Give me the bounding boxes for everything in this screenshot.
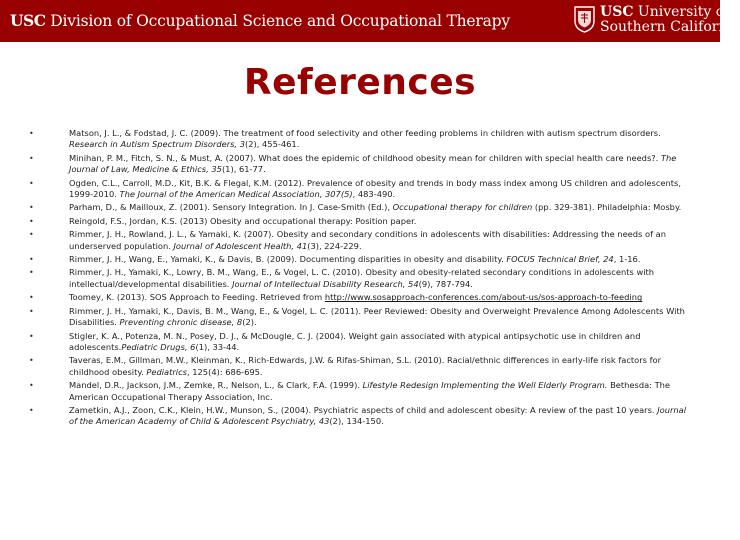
reference-source: Preventing chronic disease, 8: [119, 317, 243, 328]
reference-source: Journal of Intellectual Disability Research, 54: [232, 278, 419, 289]
reference-text: Zametkin, A.J., Zoon, C.K., Klein, H.W., Munson, S., (2004). Psychiatric aspects of child and adolescent obesity: A review of the past 10 years.: [69, 404, 658, 415]
reference-item: [29, 128, 693, 151]
reference-details: , 1-16.: [613, 254, 641, 265]
bullet-icon: •: [29, 293, 34, 303]
reference-details: (1), 33-44.: [195, 341, 240, 352]
reference-source: Journal of Adolescent Health, 41: [173, 240, 308, 251]
usc-seal-icon: [574, 6, 595, 33]
university-line-1: [600, 5, 740, 20]
reference-text: Taveras, E.M., Gillman, M.W., Kleinman, K., Rich-Edwards, J.W. & Rifas-Shiman, S.L. (2010). Racial/ethnic differences in early-life risk factors for childhood obesity.: [69, 355, 662, 377]
bullet-icon: •: [29, 178, 34, 188]
department-title: Division of Occupational Science and Occupational Therapy: [45, 12, 510, 30]
university-line-2: Southern California: [600, 19, 740, 35]
reference-details: (1), 61-77.: [221, 164, 266, 175]
bullet-icon: •: [29, 203, 34, 213]
university-usc-logo: USC: [600, 4, 634, 20]
reference-details: Bethesda: The American Occupational Therapy Association, Inc.: [69, 380, 671, 402]
reference-source: The Journal of Law, Medicine & Ethics, 35: [69, 152, 677, 175]
reference-text: Toomey, K. (2013). SOS Approach to Feeding. Retrieved from: [69, 292, 325, 303]
department-name: [10, 11, 510, 30]
reference-details: (3), 224-229.: [307, 240, 362, 251]
reference-source: Pediatric Drugs, 6: [121, 341, 196, 352]
reference-text: Rimmer, J. H., Wang, E., Yamaki, K., & Davis, B. (2009). Documenting disparities in obesity and disability.: [69, 254, 507, 265]
bullet-icon: •: [29, 255, 34, 265]
reference-item: [29, 306, 693, 329]
reference-source: Occupational therapy for children: [392, 202, 533, 213]
reference-details: , 125(4): 686-695.: [186, 366, 263, 377]
reference-item: [29, 331, 693, 354]
reference-text: Rimmer, J. H., Rowland, J. L., & Yamaki, K. (2007). Obesity and secondary conditions in adolescents with disabilities: Addressing the needs of an underserved population.: [69, 229, 666, 251]
reference-list: [29, 128, 693, 430]
reference-text: Rimmer, J. H., Yamaki, K., Lowry, B. M., Wang, E., & Vogel, L. C. (2010). Obesity and obesity-related secondary conditions in adolescents with intellectual/developmental disabilities.: [69, 267, 655, 289]
reference-text: Ogden, C.L., Carroll, M.D., Kit, B.K. & Flegal, K.M. (2012). Prevalence of obesity and trends in body mass index among US children and adolescents, 1999-2010.: [69, 177, 681, 200]
reference-details: (2), 134-150.: [329, 416, 384, 427]
reference-item: [29, 254, 693, 265]
reference-text: Minihan, P. M., Fitch, S. N., & Must, A. (2007). What does the epidemic of childhood obesity mean for children with special health care needs?.: [69, 152, 661, 163]
bullet-icon: •: [29, 153, 34, 163]
reference-item: [29, 229, 693, 252]
header-banner: [0, 0, 740, 42]
reference-item: [29, 202, 693, 213]
bullet-icon: •: [29, 356, 34, 366]
reference-item: [29, 292, 693, 303]
reference-source: FOCUS Technical Brief, 24: [506, 254, 614, 265]
reference-details: (pp. 329-381). Philadelphia: Mosby.: [532, 202, 682, 213]
reference-item: [29, 178, 693, 201]
reference-item: [29, 153, 693, 176]
reference-text: Mandel, D.R., Jackson, J.M., Zemke, R., Nelson, L., & Clark, F.A. (1999).: [69, 380, 363, 391]
reference-item: [29, 380, 693, 403]
reference-text: Reingold, F.S., Jordan, K.S. (2013) Obesity and occupational therapy: Position paper.: [69, 215, 417, 226]
reference-details: , 483-490.: [352, 189, 396, 200]
reference-text: Stigler, K. A., Potenza, M. N., Posey, D. J., & McDougle, C. J. (2004). Weight gain associated with atypical antipsychotic use in children and adolescents.: [69, 330, 641, 352]
page-title: References: [243, 62, 477, 103]
reference-text: Parham, D., & Mailloux, Z. (2001). Sensory Integration. In J. Case-Smith (Ed.),: [69, 202, 393, 213]
reference-source: Pediatrics: [146, 366, 187, 377]
reference-text: Matson, J. L., & Fodstad, J. C. (2009). The treatment of food selectivity and other feeding problems in children with autism spectrum disorders.: [69, 128, 661, 138]
bullet-icon: •: [29, 230, 34, 240]
university-name: [600, 5, 740, 35]
reference-item: [29, 405, 693, 428]
bullet-icon: •: [29, 331, 34, 341]
reference-item: [29, 355, 693, 378]
bullet-icon: •: [29, 306, 34, 316]
reference-text: Rimmer, J. H., Yamaki, K., Davis, B. M., Wang, E., & Vogel, L. C. (2011). Peer Reviewed: Obesity and Overweight Prevalence Among Adolescents With Disabilities.: [69, 305, 685, 328]
bullet-icon: •: [29, 216, 34, 226]
university-of: University of: [633, 4, 730, 20]
bullet-icon: •: [29, 405, 34, 415]
reference-source: The Journal of the American Medical Association, 307(5): [119, 189, 353, 200]
reference-details: (2), 455-461.: [245, 139, 300, 150]
reference-source: Research in Autism Spectrum Disorders, 3: [69, 139, 245, 150]
bullet-icon: •: [29, 268, 34, 278]
bullet-icon: •: [29, 129, 34, 138]
bullet-icon: •: [29, 381, 34, 391]
reference-item: [29, 216, 693, 227]
reference-source: Lifestyle Redesign Implementing the Well Elderly Program.: [362, 380, 608, 391]
reference-details: (9), 787-794.: [418, 278, 473, 289]
reference-link[interactable]: http://www.sosapproach-conferences.com/about-us/sos-approach-to-feeding: [324, 292, 643, 303]
reference-item: [29, 267, 693, 290]
reference-source: Journal of the American Academy of Child & Adolescent Psychiatry, 43: [69, 404, 687, 427]
department-usc-logo: USC: [10, 11, 46, 30]
reference-details: (2).: [242, 317, 257, 328]
